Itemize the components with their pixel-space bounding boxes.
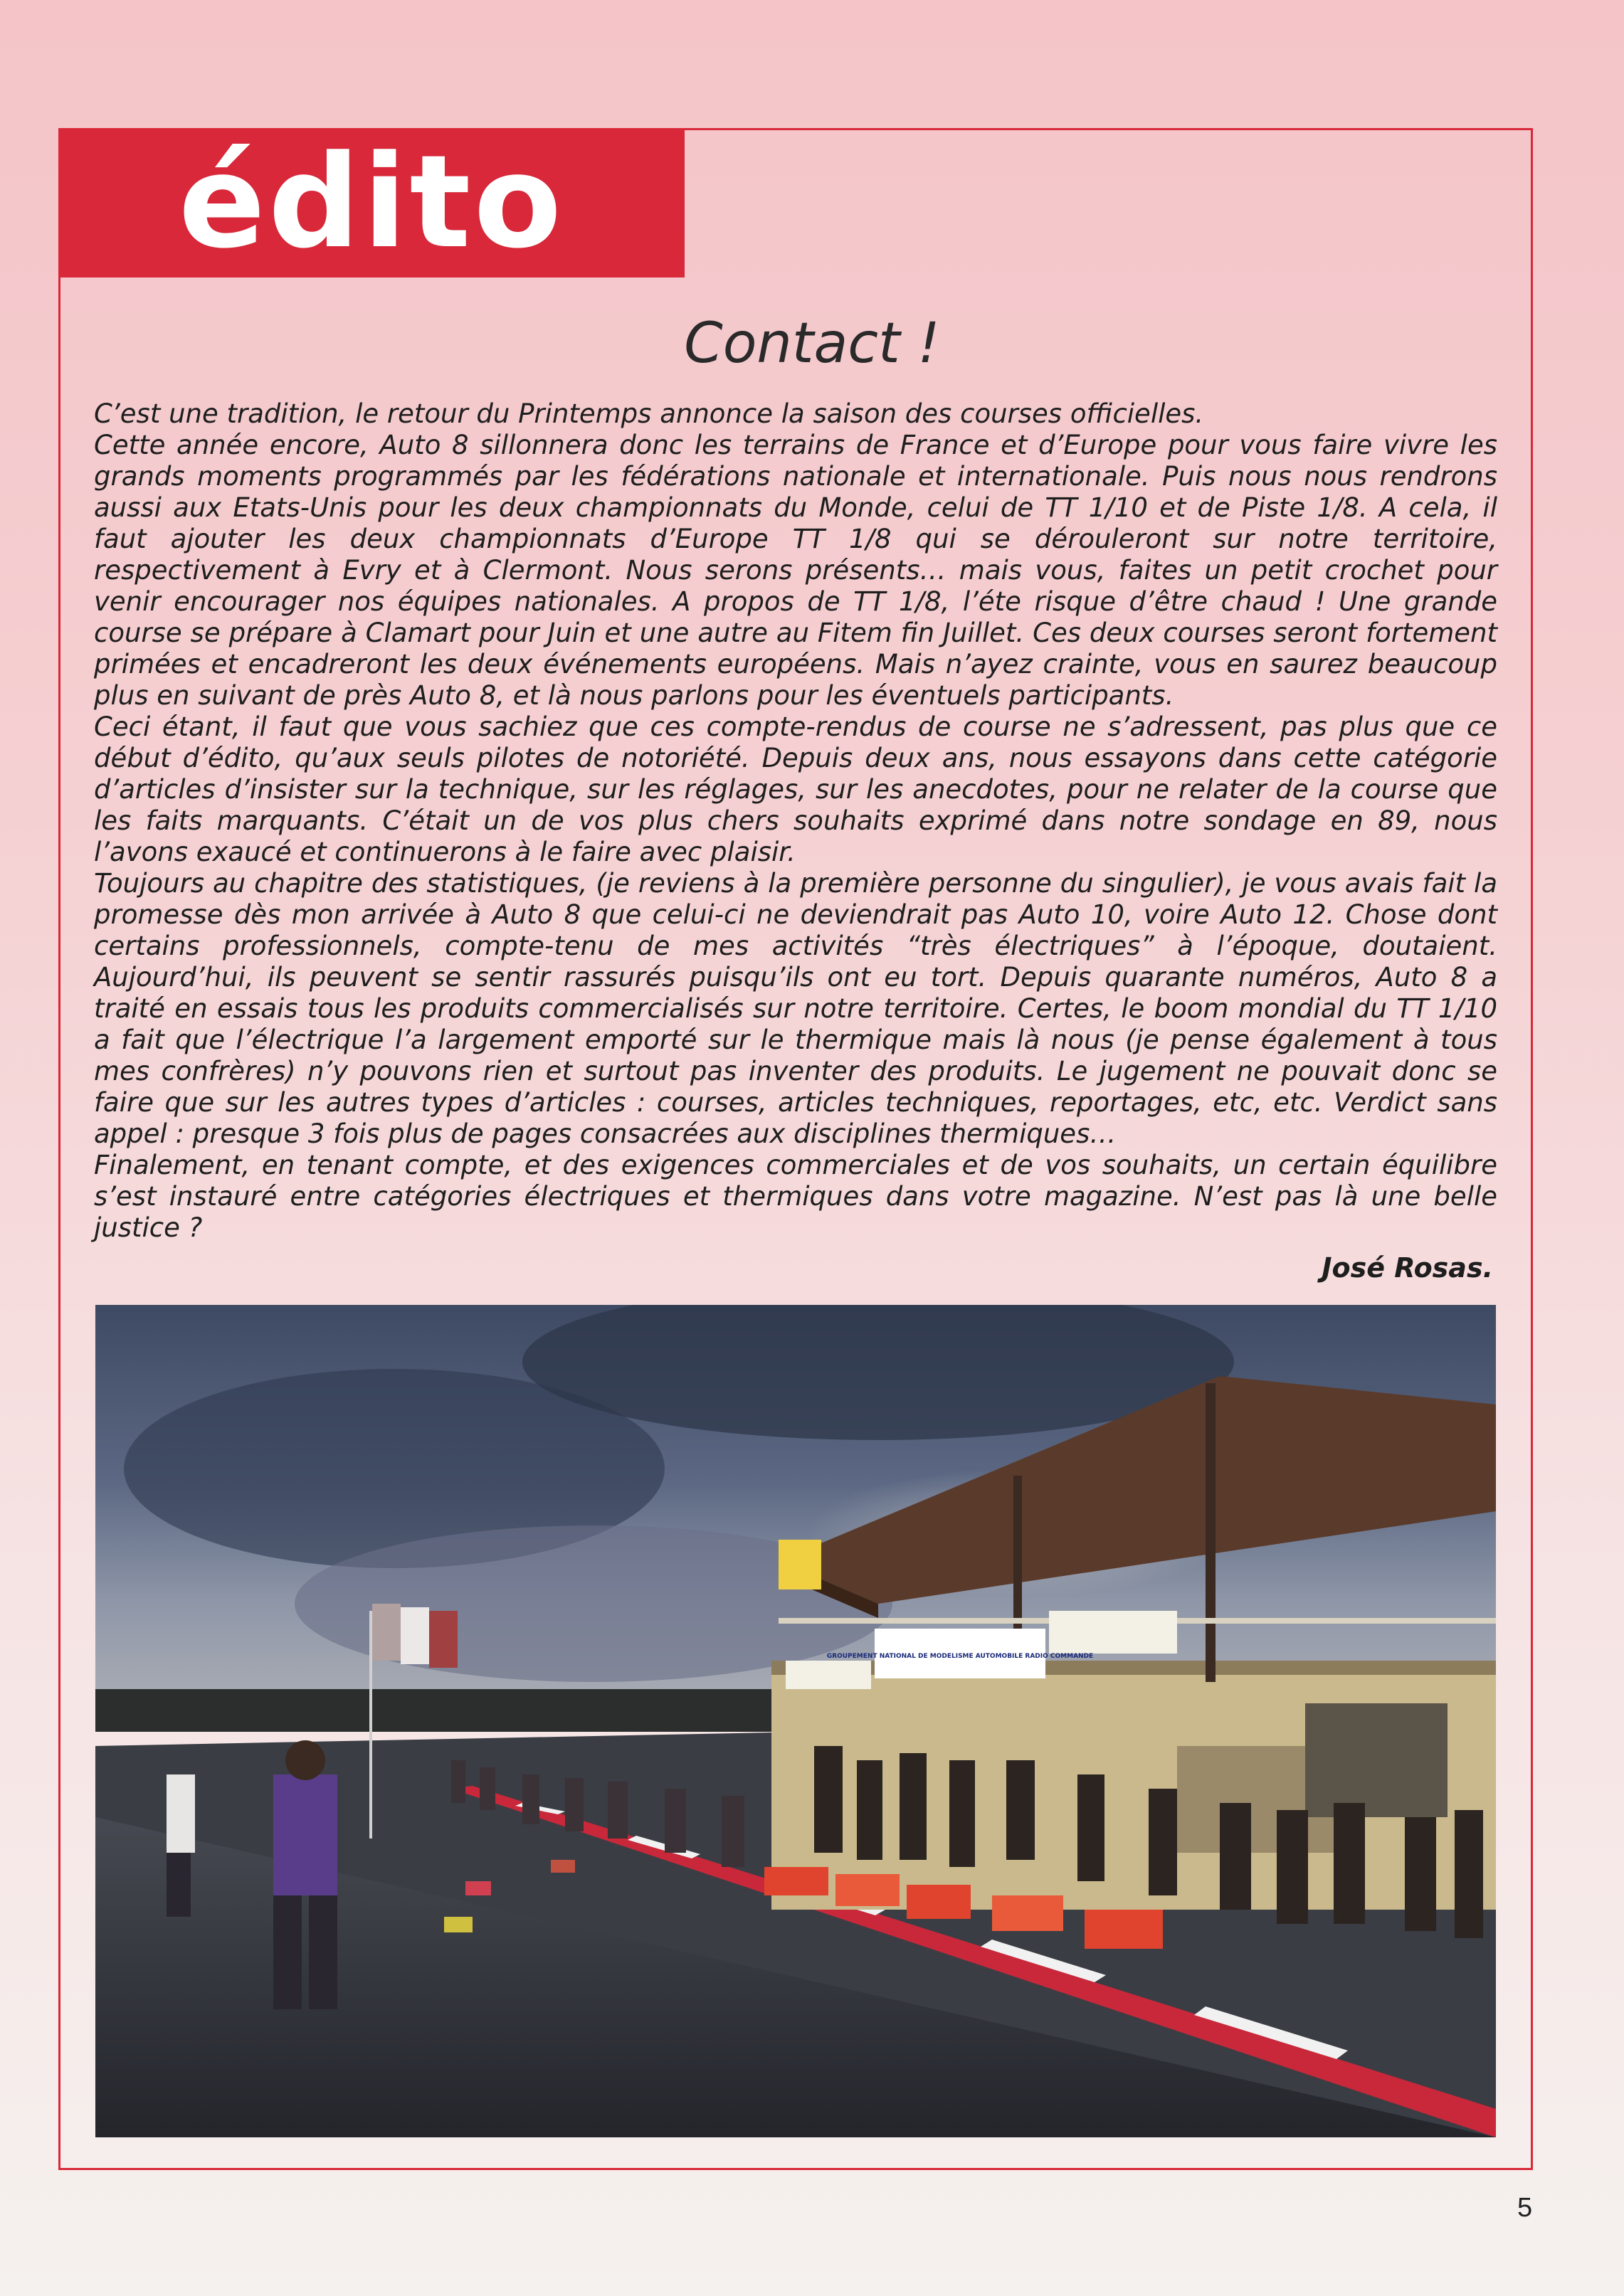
article-title: Contact ! — [684, 312, 940, 376]
article-body — [94, 398, 1497, 1244]
section-label: édito — [178, 128, 565, 277]
article-paragraph: Toujours au chapitre des statistiques, (je reviens à la première personne du singulier), je vous avais fait la promesse dès mon arrivée à Auto 8 que celui-ci ne deviendrait pas Auto 10, voire Auto 12. Chose dont certains professionnels, compte-tenu de mes activités “très électriques” à l’époque, doutaient. Aujourd’hui, ils peuvent se sentir rassurés puisqu’ils ont eu tort. Depuis quarante numéros, Auto 8 a traité en essais tous les produits commercialisés sur notre territoire. Certes, le boom mondial du TT 1/10 a fait que l’électrique l’a largement emporté sur le thermique mais là nous (je pense également à tous mes confrères) n’y pouvons rien et surtout pas inventer des produits. Le jugement ne pouvait donc se faire que sur les autres types d’articles : courses, articles techniques, reportages, etc, etc. Verdict sans appel : presque 3 fois plus de pages consacrées aux disciplines thermiques… — [94, 868, 1497, 1149]
race-track-photo — [95, 1305, 1496, 2137]
race-track-illustration — [95, 1305, 1496, 2137]
article-paragraph: Ceci étant, il faut que vous sachiez que ces compte-rendus de course ne s’adressent, pas plus que ce début d’édito, qu’aux seuls pilotes de notoriété. Depuis deux ans, nous essayons dans cette catégorie d’articles d’insister sur la technique, sur les réglages, sur les anecdotes, pour ne relater de la course que les faits marquants. C’était un de vos plus chers souhaits exprimé dans notre sondage en 89, nous l’avons exaucé et continuerons à le faire avec plaisir. — [94, 711, 1497, 867]
author-signature: José Rosas. — [1322, 1252, 1493, 1284]
page-number: 5 — [1517, 2193, 1533, 2223]
article-paragraph: Cette année encore, Auto 8 sillonnera donc les terrains de France et d’Europe pour vous faire vivre les grands moments programmés par les fédérations nationale et internationale. Puis nous nous rendrons aussi aux Etats-Unis pour les deux championnats du Monde, celui de TT 1/10 et de Piste 1/8. A cela, il faut ajouter les deux championnats d’Europe TT 1/8 qui se dérouleront sur notre territoire, respectivement à Evry et à Clermont. Nous serons présents… mais vous, faites un petit crochet pour venir encourager nos équipes nationales. A propos de TT 1/8, l’éte risque d’être chaud ! Une grande course se prépare à Clamart pour Juin et une autre au Fitem fin Juillet. Ces deux courses seront fortement primées et encadreront les deux événements européens. Mais n’ayez crainte, vous en saurez beaucoup plus en suivant de près Auto 8, et là nous parlons pour les éventuels participants. — [94, 430, 1497, 711]
article-paragraph: Finalement, en tenant compte, et des exigences commerciales et de vos souhaits, un certain équilibre s’est instauré entre catégories électriques et thermiques dans votre magazine. N’est pas là une belle justice ? — [94, 1150, 1497, 1243]
article-paragraph: C’est une tradition, le retour du Printemps annonce la saison des courses officielles. — [94, 398, 1204, 429]
section-banner — [58, 128, 685, 277]
photo-banner-text: GROUPEMENT NATIONAL DE MODELISME AUTOMOBILE RADIO COMMANDE — [826, 1653, 1094, 1660]
